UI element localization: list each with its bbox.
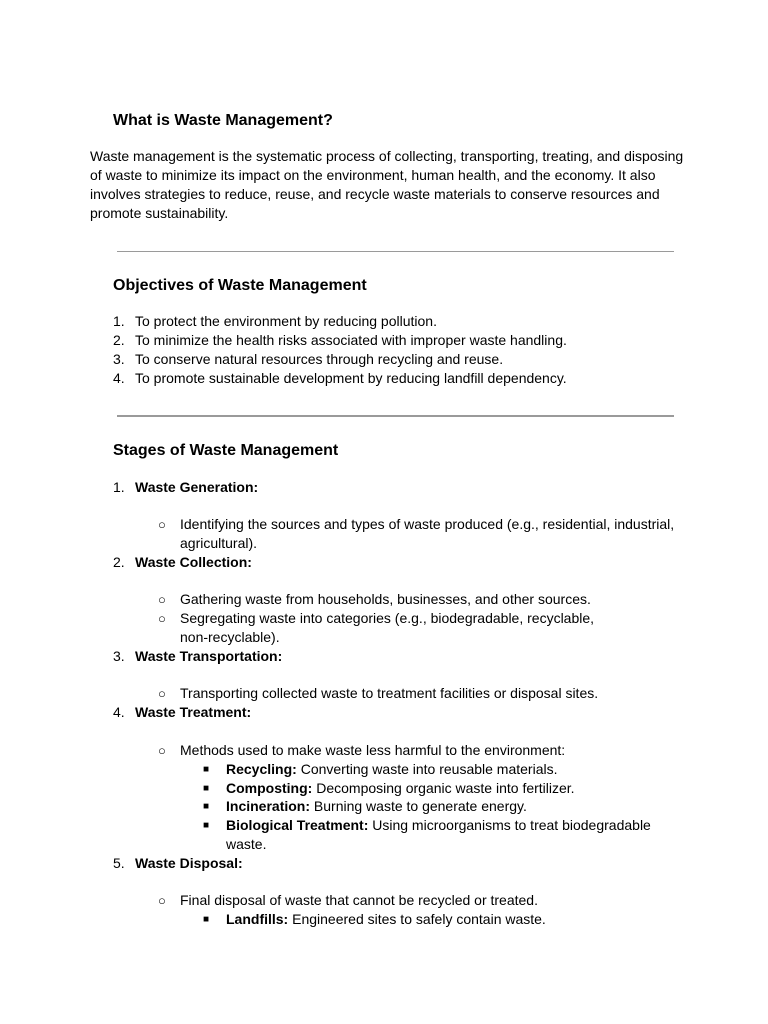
square-bullet-icon: ■: [203, 801, 210, 812]
intro-line-2: of waste to minimize its impact on the environment, human health, and the economy. It also: [90, 167, 656, 183]
square-bullet-icon: ■: [203, 764, 210, 775]
sub-point: [226, 797, 527, 816]
stage-point-text: Identifying the sources and types of waste produced (e.g., residential, industrial,: [180, 516, 675, 532]
stage-point-text: Final disposal of waste that cannot be recycled or treated.: [180, 892, 538, 908]
stage-title-wrap: [135, 553, 252, 572]
stage-number: 1.: [113, 479, 125, 495]
stage-title-wrap: [135, 854, 243, 873]
objectives-heading: Objectives of Waste Management: [113, 277, 367, 294]
sub-point: [226, 816, 651, 835]
stage-point-text: Segregating waste into categories (e.g., biodegradable, recyclable,: [180, 610, 595, 626]
section-divider: [117, 415, 674, 417]
stage-title: Waste Treatment:: [135, 704, 252, 720]
stage-title-wrap: [135, 647, 282, 666]
section-divider: [117, 251, 674, 252]
sub-point-desc: Burning waste to generate energy.: [310, 798, 527, 814]
sub-point-term: Biological Treatment:: [226, 817, 369, 833]
sub-point: [226, 760, 558, 779]
objective-text: To promote sustainable development by reducing landfill dependency.: [135, 370, 567, 386]
sub-point-term: Incineration:: [226, 798, 311, 814]
stage-point-text: Gathering waste from households, businesses, and other sources.: [180, 591, 591, 607]
objective-number: 2.: [113, 332, 125, 348]
square-bullet-icon: ■: [203, 820, 210, 831]
stage-title: Waste Transportation:: [135, 648, 283, 664]
intro-line-3: involves strategies to reduce, reuse, and recycle waste materials to conserve resources and: [90, 186, 660, 202]
sub-point-term: Composting:: [226, 780, 313, 796]
sub-point: [226, 779, 575, 798]
hollow-circle-bullet-icon: ○: [158, 517, 166, 532]
stages-heading: Stages of Waste Management: [113, 442, 339, 459]
sub-point-desc: Decomposing organic waste into fertilizer.: [312, 780, 575, 796]
hollow-circle-bullet-icon: ○: [158, 743, 166, 758]
hollow-circle-bullet-icon: ○: [158, 893, 166, 908]
stage-point-text: agricultural).: [180, 535, 258, 551]
stage-title-wrap: [135, 703, 251, 722]
stage-title: Waste Collection:: [135, 554, 252, 570]
square-bullet-icon: ■: [203, 783, 210, 794]
sub-point-term: Recycling:: [226, 761, 297, 777]
sub-point-continuation: waste.: [226, 836, 267, 852]
stage-number: 5.: [113, 855, 125, 871]
stage-title-wrap: [135, 478, 258, 497]
intro-line-1: Waste management is the systematic process of collecting, transporting, treating, and disposing: [90, 148, 684, 164]
stage-title: Waste Disposal:: [135, 855, 243, 871]
square-bullet-icon: ■: [203, 914, 210, 925]
stage-number: 3.: [113, 648, 125, 664]
objective-number: 4.: [113, 370, 125, 386]
sub-point-term: Landfills:: [226, 911, 289, 927]
sub-point-desc: Using microorganisms to treat biodegradable: [368, 817, 651, 833]
stage-number: 4.: [113, 704, 125, 720]
hollow-circle-bullet-icon: ○: [158, 686, 166, 701]
stage-number: 2.: [113, 554, 125, 570]
objective-number: 3.: [113, 351, 125, 367]
objective-text: To conserve natural resources through recycling and reuse.: [135, 351, 504, 367]
sub-point-desc: Engineered sites to safely contain waste.: [288, 911, 546, 927]
sub-point-desc: Converting waste into reusable materials.: [296, 761, 558, 777]
objective-number: 1.: [113, 313, 125, 329]
intro-line-4: promote sustainability.: [90, 205, 229, 221]
hollow-circle-bullet-icon: ○: [158, 592, 166, 607]
objective-text: To minimize the health risks associated with improper waste handling.: [135, 332, 567, 348]
stage-point-text: non-recyclable).: [180, 629, 280, 645]
stage-point-text: Methods used to make waste less harmful to the environment:: [180, 742, 566, 758]
sub-point: [226, 910, 546, 929]
hollow-circle-bullet-icon: ○: [158, 611, 166, 626]
stage-title: Waste Generation:: [135, 479, 259, 495]
intro-heading: What is Waste Management?: [113, 112, 333, 129]
objective-text: To protect the environment by reducing pollution.: [135, 313, 437, 329]
stage-point-text: Transporting collected waste to treatment facilities or disposal sites.: [180, 685, 599, 701]
